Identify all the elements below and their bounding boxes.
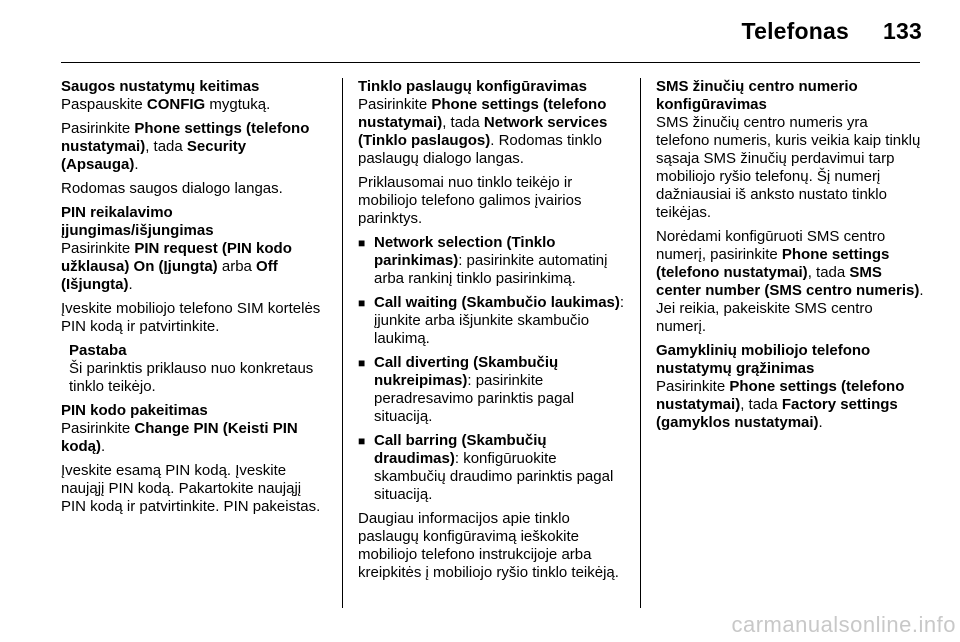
- text: Paspauskite: [61, 96, 147, 113]
- bold-text: Call waiting (Skambučio laukimas): [374, 294, 620, 311]
- text: .: [818, 414, 823, 431]
- paragraph: [656, 378, 924, 432]
- text: .: [134, 156, 139, 173]
- bold-text: Factory settings (gamyklos nustatymai): [656, 396, 898, 431]
- text: Norėdami konfigūruoti SMS centro numerį, pasirinkite: [656, 228, 886, 263]
- text: .: [101, 438, 106, 455]
- text: , tada: [145, 138, 187, 155]
- paragraph: [358, 96, 626, 168]
- section-heading-pin-change: PIN kodo pakeitimas: [61, 402, 208, 419]
- bullet-item: [358, 432, 626, 504]
- bold-text: SMS center number (SMS centro numeris): [656, 264, 920, 299]
- bullet-square-icon: ■: [358, 236, 366, 250]
- text: mygtuką.: [205, 96, 271, 113]
- bold-text: Phone settings (telefono nustatymai): [656, 378, 905, 413]
- page-number: 133: [883, 18, 922, 44]
- bullet-item: [358, 294, 626, 348]
- paragraph: SMS žinučių centro numeris yra telefono numeris, kuris veikia kaip tinklų sąsaja SMS žinučių perdavimui tarp mobiliojo ryšio telefonų. Šį numerį dažniausiai iš anksto nustato tinklo teikėjas.: [656, 114, 921, 221]
- bold-text: Change PIN (Keisti PIN kodą): [61, 420, 298, 455]
- paragraph: Daugiau informacijos apie tinklo paslaugų konfigūravimą ieškokite mobiliojo telefono instrukcijoje arba kreipkitės į mobiliojo ryšio tinklo teikėją.: [358, 510, 619, 581]
- paragraph: Įveskite mobiliojo telefono SIM kortelės PIN kodą ir patvirtinkite.: [61, 300, 321, 335]
- text: .: [128, 276, 133, 293]
- section-heading-factory-reset: Gamyklinių mobiliojo telefono nustatymų grąžinimas: [656, 342, 871, 377]
- bullet-square-icon: ■: [358, 434, 366, 448]
- text: , tada: [442, 114, 484, 131]
- paragraph: [61, 120, 327, 174]
- paragraph: [61, 420, 327, 456]
- bold-text: Phone settings (telefono nustatymai): [656, 246, 890, 281]
- header-rule: [61, 62, 920, 63]
- section-heading-network-services: Tinklo paslaugų konfigūravimas: [358, 78, 587, 95]
- bold-text: Off (Išjungta): [61, 258, 278, 293]
- watermark: carmanualsonline.info: [731, 612, 956, 637]
- text: Pasirinkite: [61, 240, 135, 257]
- paragraph: Priklausomai nuo tinklo teikėjo ir mobiliojo telefono galimos įvairios parinktys.: [358, 174, 582, 227]
- note-text: Ši parinktis priklauso nuo konkretaus tinklo teikėjo.: [69, 360, 314, 395]
- text: Pasirinkite: [61, 420, 135, 437]
- note-box: [61, 342, 327, 396]
- paragraph: [656, 228, 924, 336]
- bold-text: Phone settings (telefono nustatymai): [358, 96, 607, 131]
- paragraph: [61, 96, 327, 114]
- bold-text: PIN request (PIN kodo užklausa) On (Įjungta): [61, 240, 292, 275]
- text: Pasirinkite: [358, 96, 432, 113]
- bold-text: Security (Apsauga): [61, 138, 247, 173]
- page-title: Telefonas: [741, 18, 850, 44]
- bold-text: Call barring (Skambučių draudimas): [374, 432, 547, 467]
- text: . Jei reikia, pakeiskite SMS centro numerį.: [656, 282, 924, 335]
- paragraph: Įveskite esamą PIN kodą. Įveskite naująjį PIN kodą. Pakartokite naująjį PIN kodą ir patvirtinkite. PIN pakeistas.: [61, 462, 321, 515]
- column-1: [61, 78, 327, 522]
- column-2: [358, 78, 626, 588]
- section-heading-security: Saugos nustatymų keitimas: [61, 78, 260, 95]
- text: : pasirinkite peradresavimo parinktis pagal situaciją.: [374, 372, 575, 425]
- column-3: [656, 78, 924, 438]
- text: Pasirinkite: [61, 120, 135, 137]
- section-heading-pin-request: PIN reikalavimo įjungimas/išjungimas: [61, 204, 214, 239]
- bold-text: Network selection (Tinklo parinkimas): [374, 234, 556, 269]
- bold-text: CONFIG: [146, 96, 206, 113]
- bullet-square-icon: ■: [358, 356, 366, 370]
- text: , tada: [807, 264, 850, 281]
- bold-text: Call diverting (Skambučių nukreipimas): [374, 354, 559, 389]
- column-divider-1: [342, 78, 343, 608]
- text: : pasirinkite automatinį arba rankinį tinklo pasirinkimą.: [374, 252, 608, 287]
- paragraph: Rodomas saugos dialogo langas.: [61, 180, 283, 197]
- section-heading-sms-center: SMS žinučių centro numerio konfigūravimas: [656, 78, 858, 113]
- note-title: Pastaba: [69, 342, 127, 359]
- text: : konfigūruokite skambučių draudimo parinktis pagal situaciją.: [374, 450, 614, 503]
- paragraph: [61, 240, 327, 294]
- column-divider-2: [640, 78, 641, 608]
- bullet-item: [358, 354, 626, 426]
- text: arba: [217, 258, 257, 275]
- text: Pasirinkite: [656, 378, 730, 395]
- text: : įjunkite arba išjunkite skambučio laukimą.: [374, 294, 625, 347]
- text: . Rodomas tinklo paslaugų dialogo langas.: [358, 132, 602, 167]
- bullet-item: [358, 234, 626, 288]
- page-header: [742, 18, 922, 45]
- text: , tada: [740, 396, 782, 413]
- bold-text: Network services (Tinklo paslaugos): [358, 114, 608, 149]
- bullet-square-icon: ■: [358, 296, 366, 310]
- bold-text: Phone settings (telefono nustatymai): [61, 120, 310, 155]
